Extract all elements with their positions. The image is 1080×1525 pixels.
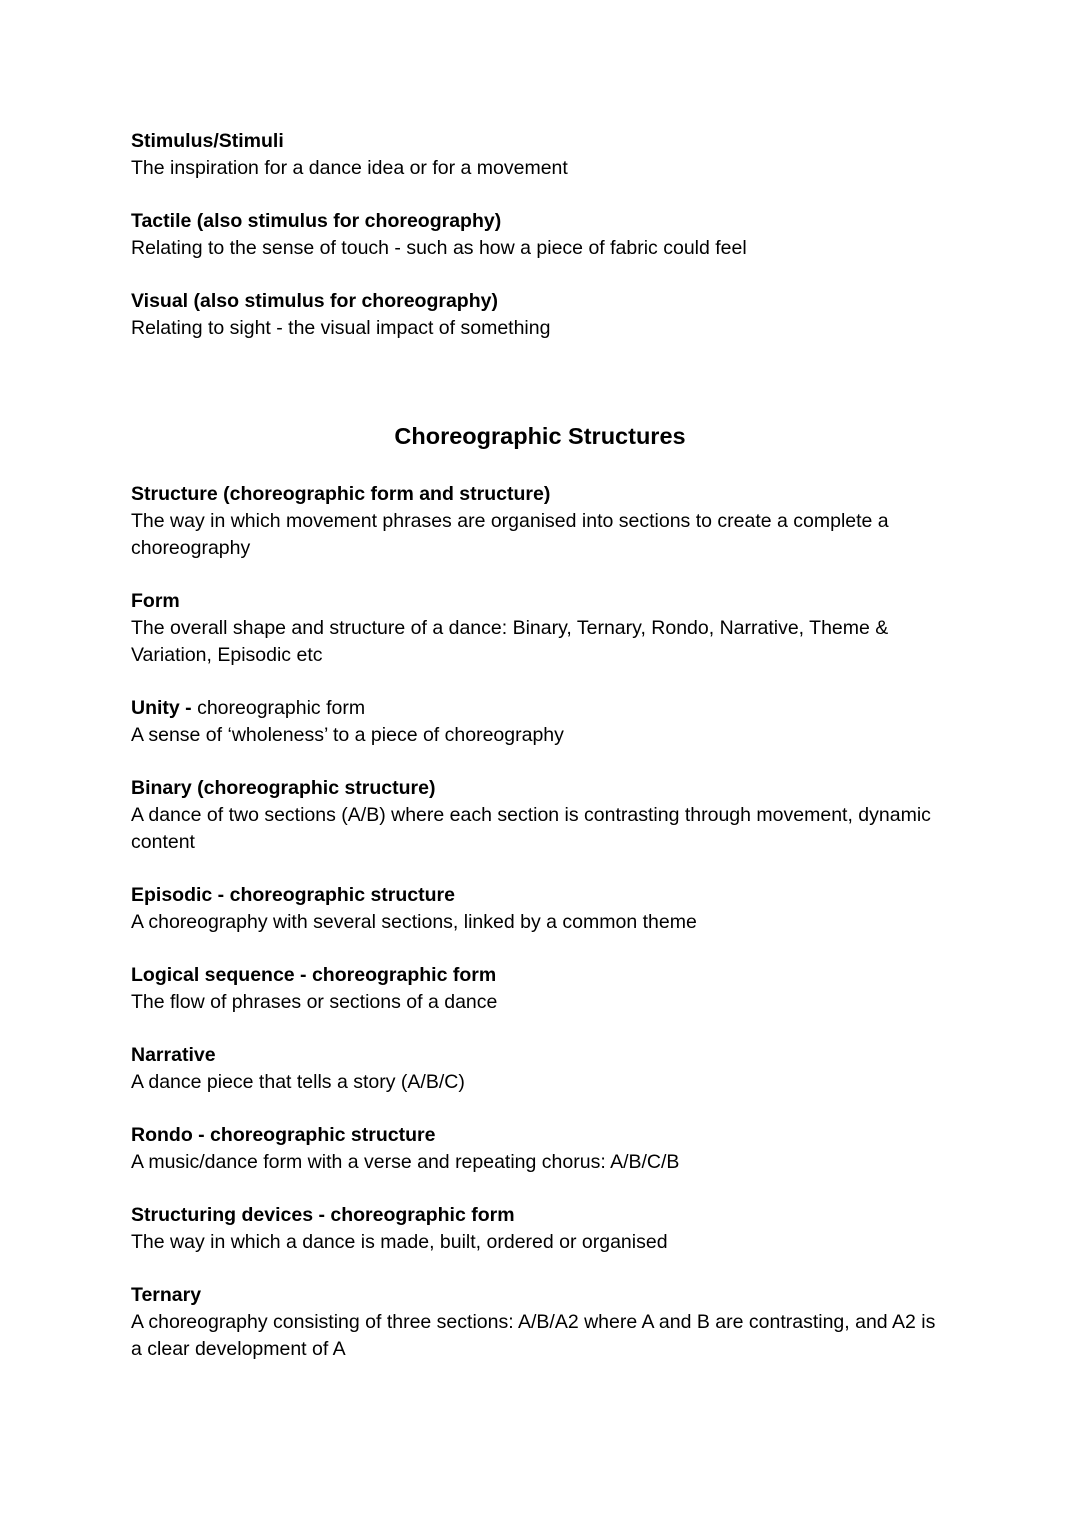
term-heading: Structure (choreographic form and structure) bbox=[131, 483, 551, 505]
glossary-entry-structure bbox=[131, 481, 951, 562]
glossary-entry-structuring-devices bbox=[131, 1202, 951, 1256]
term-heading: Narrative bbox=[131, 1044, 216, 1066]
term-definition: The way in which a dance is made, built, ordered or organised bbox=[131, 1231, 668, 1253]
glossary-entry-logical-sequence bbox=[131, 962, 951, 1016]
term-definition: A choreography with several sections, linked by a common theme bbox=[131, 911, 697, 933]
term-heading: Structuring devices - choreographic form bbox=[131, 1204, 515, 1226]
term-definition: A choreography consisting of three sections: A/B/A2 where A and B are contrasting, and A2 is a clear development of A bbox=[131, 1311, 936, 1360]
term-heading: Unity - choreographic form bbox=[131, 697, 366, 719]
term-definition: A sense of ‘wholeness’ to a piece of choreography bbox=[131, 724, 564, 746]
glossary-entry-stimulus bbox=[131, 128, 951, 182]
glossary-entry-rondo bbox=[131, 1122, 951, 1176]
glossary-entry-form bbox=[131, 588, 951, 669]
document-page bbox=[131, 128, 951, 1363]
term-heading: Stimulus/Stimuli bbox=[131, 130, 284, 152]
glossary-entry-ternary bbox=[131, 1282, 951, 1363]
term-heading: Episodic - choreographic structure bbox=[131, 884, 455, 906]
term-heading: Binary (choreographic structure) bbox=[131, 777, 436, 799]
section-title: Choreographic Structures bbox=[394, 423, 686, 449]
glossary-entry-episodic bbox=[131, 882, 951, 936]
term-definition: The way in which movement phrases are organised into sections to create a complete a choreography bbox=[131, 510, 889, 559]
term-definition: Relating to sight - the visual impact of something bbox=[131, 317, 551, 339]
term-heading: Ternary bbox=[131, 1284, 202, 1306]
glossary-entry-narrative bbox=[131, 1042, 951, 1096]
glossary-entry-tactile bbox=[131, 208, 951, 262]
term-heading: Form bbox=[131, 590, 180, 612]
term-heading: Rondo - choreographic structure bbox=[131, 1124, 436, 1146]
term-definition: The inspiration for a dance idea or for a movement bbox=[131, 157, 568, 179]
term-heading: Visual (also stimulus for choreography) bbox=[131, 290, 498, 312]
glossary-entry-binary bbox=[131, 775, 951, 856]
term-heading: Tactile (also stimulus for choreography) bbox=[131, 210, 502, 232]
term-definition: A dance piece that tells a story (A/B/C) bbox=[131, 1071, 465, 1093]
term-definition: The flow of phrases or sections of a dance bbox=[131, 991, 498, 1013]
glossary-entry-visual bbox=[131, 288, 951, 342]
term-definition: Relating to the sense of touch - such as how a piece of fabric could feel bbox=[131, 237, 747, 259]
term-definition: The overall shape and structure of a dance: Binary, Ternary, Rondo, Narrative, Theme & Variation, Episodic etc bbox=[131, 617, 889, 666]
glossary-entry-unity bbox=[131, 695, 951, 749]
term-definition: A dance of two sections (A/B) where each section is contrasting through movement, dynamic content bbox=[131, 804, 931, 853]
term-heading: Logical sequence - choreographic form bbox=[131, 964, 497, 986]
term-definition: A music/dance form with a verse and repeating chorus: A/B/C/B bbox=[131, 1151, 680, 1173]
